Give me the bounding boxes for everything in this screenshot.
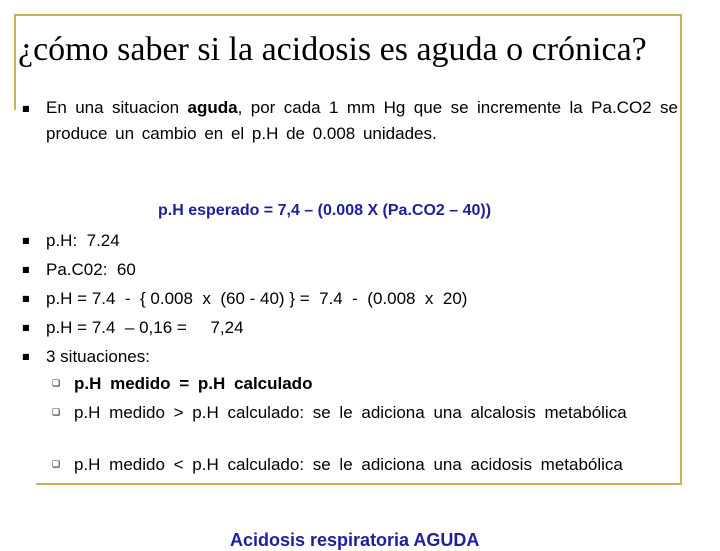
hollow-square-bullet-icon: ❑ (52, 460, 61, 470)
square-bullet-icon: ■ (22, 265, 30, 274)
hollow-square-bullet-icon: ❑ (52, 379, 61, 389)
sub-bullet-equal: p.H medido = p.H calculado (74, 374, 313, 393)
bullet-paco2: Pa.C02: 60 (46, 260, 136, 279)
frame-right-line (680, 14, 682, 484)
footer-partial-heading: Acidosis respiratoria AGUDA (230, 530, 480, 550)
bullet-calculation: p.H = 7.4 - { 0.008 x (60 - 40) } = 7.4 - (0.008 x 20) (46, 289, 468, 308)
bullet-result: p.H = 7.4 – 0,16 = 7,24 (46, 318, 244, 337)
bullet-situaciones: 3 situaciones: (46, 347, 150, 366)
hollow-square-bullet-icon: ❑ (52, 408, 61, 418)
square-bullet-icon: ■ (22, 323, 30, 332)
sub-bullet-lesser: p.H medido < p.H calculado: se le adiciona una acidosis metabólica (74, 455, 623, 474)
square-bullet-icon: ■ (22, 104, 30, 113)
frame-bottom-line (36, 483, 682, 485)
square-bullet-icon: ■ (22, 236, 30, 245)
square-bullet-icon: ■ (22, 352, 30, 361)
intro-text-post: , por cada 1 mm Hg que se incremente la Pa.CO2 se produce un cambio en el p.H de 0.008 unidades. (46, 98, 678, 143)
frame-top-line (14, 14, 682, 16)
bullet-ph: p.H: 7.24 (46, 231, 120, 250)
intro-text-pre: En una situacion (46, 98, 188, 117)
intro-paragraph (46, 95, 678, 147)
square-bullet-icon: ■ (22, 294, 30, 303)
frame-left-line (14, 14, 16, 110)
sub-bullet-greater: p.H medido > p.H calculado: se le adiciona una alcalosis metabólica (74, 403, 627, 422)
intro-text-bold: aguda (187, 98, 238, 117)
slide-title: ¿cómo saber si la acidosis es aguda o crónica? (18, 31, 647, 68)
formula-text: p.H esperado = 7,4 – (0.008 X (Pa.CO2 – 40)) (158, 202, 492, 219)
